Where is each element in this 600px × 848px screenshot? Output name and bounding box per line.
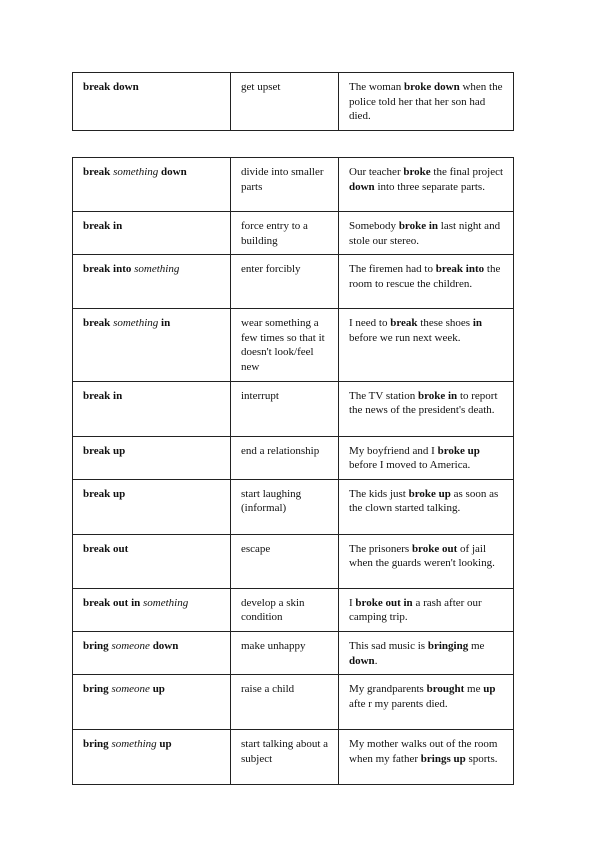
text-segment: of jail when the guards weren't looking. — [349, 542, 495, 570]
text-segment: up — [149, 683, 165, 696]
text-segment: bring — [83, 683, 112, 696]
text-segment: bringing — [427, 639, 469, 652]
meaning-cell: wear something a few times so that it doesn't look/feel new — [231, 309, 339, 381]
text-segment: Somebody — [349, 220, 399, 232]
text-segment: something — [113, 166, 159, 178]
text-segment: My mother walks out of the room when my father — [349, 738, 498, 765]
meaning-cell: interrupt — [231, 381, 339, 436]
text-segment: I need to — [349, 317, 391, 330]
text-segment: up — [156, 738, 172, 751]
text-segment: broke in — [398, 220, 439, 232]
text-segment: someone — [111, 639, 150, 652]
text-segment: break in — [83, 220, 123, 232]
text-segment: as soon as the clown started talking. — [349, 487, 499, 515]
text-segment: in — [472, 317, 483, 330]
phrasal-verb-cell — [73, 309, 231, 381]
example-cell — [339, 381, 514, 436]
phrasal-verb-cell — [73, 436, 231, 479]
text-segment: brought — [426, 683, 465, 696]
phrasal-verb-table-1 — [72, 72, 514, 131]
text-segment: into three separate parts. — [374, 180, 485, 193]
meaning-cell: force entry to a building — [231, 212, 339, 255]
example-cell — [339, 588, 514, 631]
text-segment: broke up — [408, 487, 451, 500]
text-segment: someone — [111, 683, 150, 696]
text-segment: a rash after our camping trip. — [349, 596, 482, 624]
text-segment: something — [113, 317, 159, 330]
phrasal-verb-cell — [73, 73, 231, 131]
table-row — [73, 158, 514, 212]
text-segment: when the police told her that her son had died. — [349, 81, 503, 123]
text-segment: in — [158, 317, 171, 330]
example-cell — [339, 534, 514, 588]
text-segment: . — [374, 654, 378, 667]
phrasal-verb-cell — [73, 158, 231, 212]
table-row — [73, 631, 514, 674]
example-cell — [339, 212, 514, 255]
example-cell — [339, 436, 514, 479]
table-row — [73, 436, 514, 479]
text-segment: The prisoners — [349, 542, 412, 555]
text-segment: break — [83, 166, 114, 178]
phrasal-verb-cell — [73, 479, 231, 534]
example-cell — [339, 730, 514, 785]
table-row — [73, 479, 514, 534]
phrasal-verb-cell — [73, 534, 231, 588]
text-segment: down — [149, 639, 179, 652]
text-segment: break into — [435, 263, 485, 276]
text-segment: down — [349, 180, 375, 193]
text-segment: broke out — [411, 542, 458, 555]
example-cell — [339, 73, 514, 131]
table-row — [73, 588, 514, 631]
text-segment: break up — [83, 444, 126, 457]
text-segment: last night and stole our stereo. — [349, 220, 501, 247]
text-segment: Our teacher — [349, 166, 404, 178]
example-cell — [339, 158, 514, 212]
text-segment: My grandparents — [349, 683, 427, 696]
phrasal-verb-cell — [73, 212, 231, 255]
phrasal-verb-cell — [73, 588, 231, 631]
meaning-cell: escape — [231, 534, 339, 588]
text-segment: broke up — [437, 444, 480, 457]
text-segment: broke out in — [355, 596, 413, 609]
example-cell — [339, 631, 514, 674]
text-segment: me — [468, 639, 485, 652]
phrasal-verb-cell — [73, 675, 231, 730]
text-segment: I — [349, 596, 356, 609]
text-segment: The TV station — [349, 389, 418, 402]
text-segment: something — [134, 263, 180, 276]
text-segment: The woman — [349, 81, 404, 93]
text-segment: down — [349, 654, 375, 667]
text-segment: the room to rescue the children. — [349, 263, 501, 290]
meaning-cell: develop a skin condition — [231, 588, 339, 631]
phrasal-verb-cell — [73, 631, 231, 674]
text-segment: break out — [83, 542, 129, 555]
meaning-cell: enter forcibly — [231, 255, 339, 309]
example-cell — [339, 479, 514, 534]
text-segment: break up — [83, 487, 126, 500]
example-cell — [339, 309, 514, 381]
text-segment: before I moved to America. — [349, 459, 471, 472]
text-segment: The firemen had to — [349, 263, 436, 276]
table-row — [73, 534, 514, 588]
text-segment: break — [390, 317, 418, 330]
meaning-cell: start talking about a subject — [231, 730, 339, 785]
meaning-cell: start laughing (informal) — [231, 479, 339, 534]
table-row — [73, 212, 514, 255]
text-segment: these shoes — [417, 317, 473, 330]
text-segment: break into — [83, 263, 135, 276]
text-segment: something — [143, 596, 189, 609]
text-segment: me — [464, 683, 484, 696]
phrasal-verb-table-2 — [72, 157, 514, 785]
phrasal-verb-cell — [73, 730, 231, 785]
text-segment: the final project — [430, 166, 504, 178]
text-segment: down — [158, 166, 187, 178]
text-segment: break in — [83, 389, 123, 402]
example-cell — [339, 255, 514, 309]
text-segment: bring — [83, 639, 112, 652]
text-segment: broke in — [417, 389, 458, 402]
table-row — [73, 730, 514, 785]
text-segment: bring — [83, 738, 112, 751]
text-segment: broke — [403, 166, 431, 178]
text-segment: broke down — [403, 81, 460, 93]
text-segment: something — [111, 738, 157, 751]
meaning-cell: get upset — [231, 73, 339, 131]
text-segment: break — [83, 317, 114, 330]
text-segment: The kids just — [349, 487, 409, 500]
meaning-cell: end a relationship — [231, 436, 339, 479]
table-row — [73, 309, 514, 381]
meaning-cell: raise a child — [231, 675, 339, 730]
text-segment: to report the news of the president's death. — [349, 389, 498, 417]
text-segment: My boyfriend and I — [349, 444, 438, 457]
text-segment: break down — [83, 81, 139, 93]
phrasal-verb-cell — [73, 255, 231, 309]
table-row — [73, 255, 514, 309]
table-row — [73, 381, 514, 436]
meaning-cell: divide into smaller parts — [231, 158, 339, 212]
table-row — [73, 675, 514, 730]
text-segment: sports. — [465, 752, 498, 765]
table-row — [73, 73, 514, 131]
text-segment: before we run next week. — [349, 331, 461, 344]
text-segment: up — [483, 683, 496, 696]
text-segment: brings up — [420, 752, 466, 765]
meaning-cell: make unhappy — [231, 631, 339, 674]
text-segment: This sad music is — [349, 639, 428, 652]
example-cell — [339, 675, 514, 730]
text-segment: break out in — [83, 596, 144, 609]
text-segment: afte r my parents died. — [349, 697, 448, 710]
phrasal-verb-cell — [73, 381, 231, 436]
